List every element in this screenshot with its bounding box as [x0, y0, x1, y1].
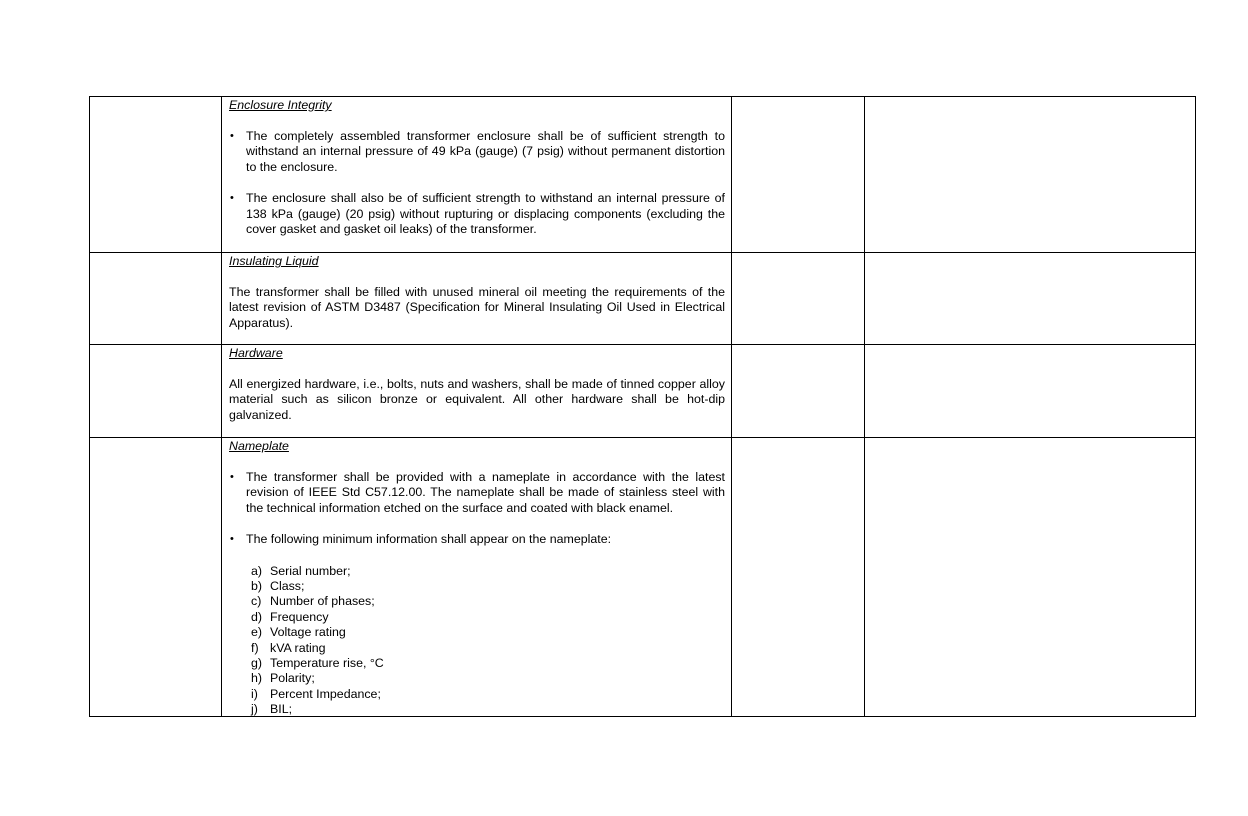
list-item: [251, 610, 725, 625]
table-cell: [222, 345, 732, 438]
list-item: [251, 594, 725, 609]
list-item: [251, 641, 725, 656]
list-marker: a): [251, 563, 263, 578]
section-heading: Enclosure Integrity: [229, 98, 332, 112]
bullet-item: [229, 470, 725, 516]
list-item: [251, 579, 725, 594]
list-item-text: kVA rating: [270, 640, 326, 655]
table-row: [90, 438, 1196, 717]
list-item: [251, 564, 725, 579]
bullet-text: The completely assembled transformer enclosure shall be of sufficient strength to withstand an internal pressure of 49 kPa (gauge) (7 psig) without permanent distortion to the enclosure.: [246, 129, 725, 174]
list-item-text: Number of phases;: [270, 594, 375, 609]
list-item: [251, 702, 725, 716]
list-marker: i): [251, 686, 258, 701]
table-cell: [732, 97, 865, 253]
section-heading: Hardware: [229, 346, 283, 360]
bullet-icon: •: [230, 471, 234, 483]
table-cell: [865, 97, 1196, 253]
list-item-text: Frequency: [270, 609, 329, 624]
nameplate-info-list: [229, 564, 725, 716]
bullet-icon: •: [230, 130, 234, 142]
table-cell: [865, 253, 1196, 345]
list-item-text: BIL;: [270, 702, 293, 716]
list-item-text: Serial number;: [270, 563, 351, 578]
table-cell: [732, 438, 865, 717]
table-row: [90, 345, 1196, 438]
list-marker: e): [251, 625, 263, 640]
bullet-item: [229, 129, 725, 175]
section-text: The transformer shall be filled with unused mineral oil meeting the requirements of the latest revision of ASTM D3487 (Specification for Mineral Insulating Oil Used in Electrical Apparatus).: [229, 285, 725, 330]
table-cell: [90, 97, 222, 253]
table-cell: [90, 438, 222, 717]
bullet-icon: •: [230, 192, 234, 205]
list-item-text: Polarity;: [270, 671, 315, 686]
table-cell: [90, 345, 222, 438]
list-marker: f): [251, 640, 259, 655]
list-item: [251, 656, 725, 671]
bullet-text: The transformer shall be provided with a nameplate in accordance with the latest revision of IEEE Std C57.12.00. The nameplate shall be made of stainless steel with the technical information etched on the surface and coated with black enamel.: [246, 470, 725, 515]
list-marker: g): [251, 655, 263, 670]
table-row: [90, 253, 1196, 345]
section-heading: Nameplate: [229, 439, 289, 453]
table-cell: [90, 253, 222, 345]
list-item-text: Percent Impedance;: [270, 686, 381, 701]
table-cell: [222, 97, 732, 253]
table-cell: [865, 438, 1196, 717]
table-row: [90, 97, 1196, 253]
list-item-text: Class;: [270, 579, 305, 594]
table-cell: [732, 345, 865, 438]
bullet-text: The following minimum information shall appear on the nameplate:: [246, 532, 612, 547]
section-text: All energized hardware, i.e., bolts, nuts and washers, shall be made of tinned copper alloy material such as silicon bronze or equivalent. All other hardware shall be hot-dip galvanized.: [229, 377, 725, 422]
table-cell: [222, 253, 732, 345]
table-cell: [222, 438, 732, 717]
bullet-item: [229, 532, 725, 547]
list-marker: h): [251, 671, 263, 686]
list-item-text: Temperature rise, °C: [270, 655, 384, 670]
list-item-text: Voltage rating: [270, 625, 346, 640]
list-marker: d): [251, 609, 263, 624]
list-marker: b): [251, 579, 263, 594]
bullet-text: The enclosure shall also be of sufficient strength to withstand an internal pressure of 138 kPa (gauge) (20 psig) without rupturing or displacing components (excluding the cover gasket and gasket oil leaks) of the transformer.: [246, 191, 725, 237]
list-marker: c): [251, 594, 262, 609]
section-heading: Insulating Liquid: [229, 254, 319, 268]
list-item: [251, 625, 725, 640]
table-cell: [865, 345, 1196, 438]
bullet-icon: •: [230, 533, 234, 546]
list-marker: j): [251, 702, 258, 716]
specification-table: [89, 96, 1196, 717]
bullet-item: [229, 191, 725, 237]
list-item: [251, 687, 725, 702]
list-item: [251, 671, 725, 686]
table-cell: [732, 253, 865, 345]
